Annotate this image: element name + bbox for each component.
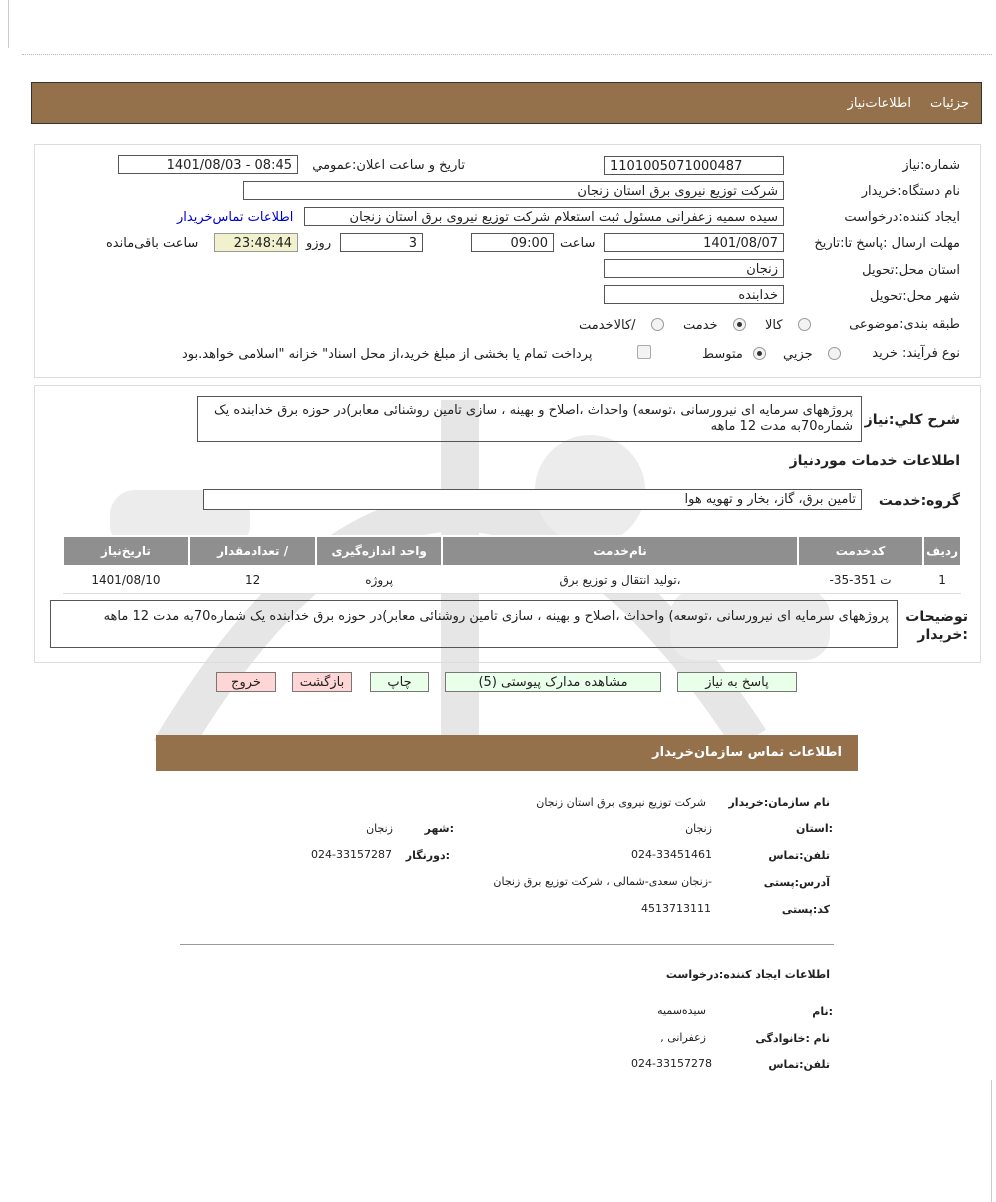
col-quantity: / تعدادمقدار: [189, 536, 317, 566]
deadline-time-field[interactable]: 09:00: [471, 233, 554, 252]
row-service-code: ت 351-35-: [798, 566, 923, 594]
summary-text-box: [197, 396, 862, 442]
process-medium-label: متوسط: [702, 347, 743, 362]
deadline-date-field[interactable]: 1401/08/07: [604, 233, 784, 252]
category-goods-radio[interactable]: [798, 318, 811, 331]
tab-details[interactable]: جزئیات: [930, 96, 969, 111]
category-label: طبقه بندی:موضوعی: [849, 317, 960, 332]
creator-label: ايجاد کننده:درخواست: [844, 210, 960, 225]
remaining-time-field: 23:48:44: [214, 233, 298, 252]
org-label: نام سازمان:خريدار: [728, 796, 830, 809]
services-table: [62, 535, 962, 594]
deadline-time-label: ساعت: [560, 236, 596, 251]
fax-label: :دورنگار: [405, 849, 450, 862]
services-table-header: [63, 536, 961, 566]
back-button[interactable]: بازگشت: [292, 672, 352, 692]
need-info-panel: [34, 144, 981, 378]
row-quantity: 12: [189, 566, 317, 594]
category-service-radio[interactable]: [733, 318, 746, 331]
contact-title: اطلاعات تماس سازمان‌خریدار: [652, 745, 842, 760]
province-contact-value: زنجان: [685, 822, 712, 835]
summary-text: پروژههای سرمایه ای نیرورسانی ،توسعه) واحداث ،اصلاح و بهینه ، سازی تامین روشنائی معابر)در حوزه برق خدابنده یک شماره70به مدت 12 ماهه: [214, 403, 853, 434]
row-need-date: 1401/08/10: [63, 566, 189, 594]
announce-label: تاریخ و ساعت اعلان:عمومي: [312, 158, 465, 173]
phone-label: تلفن:تماس: [768, 849, 830, 862]
process-medium-radio[interactable]: [753, 347, 766, 360]
col-row: رديف: [923, 536, 961, 566]
remaining-label: ساعت باقی‌مانده: [106, 236, 199, 251]
city-contact-value: زنجان: [366, 822, 393, 835]
treasury-payment-checkbox[interactable]: [637, 345, 651, 359]
creator-phone-label: تلفن:تماس: [768, 1058, 830, 1071]
col-service-name: نام‌خدمت: [442, 536, 798, 566]
print-button[interactable]: چاپ: [370, 672, 429, 692]
process-label: نوع فرآیند: خريد: [872, 346, 960, 361]
org-value: شرکت توزیع نیروی برق استان زنجان: [536, 796, 706, 809]
days-label: روزو: [306, 236, 332, 251]
buyer-notes-box: [50, 600, 898, 648]
contact-divider: [180, 944, 834, 945]
name-label: :نام: [812, 1005, 833, 1018]
row-unit: پروژه: [316, 566, 442, 594]
announce-datetime-field[interactable]: 1401/08/03 - 08:45: [118, 155, 298, 174]
fax-value: 024-33157287: [311, 848, 392, 861]
treasury-payment-label: پرداخت تمام یا بخشی از مبلغ خرید،از محل اسناد" خزانه "اسلامی خواهد.بود: [182, 347, 593, 362]
province-contact-label: :استان: [796, 822, 833, 835]
buyer-notes-text: پروژههای سرمایه ای نیرورسانی ،توسعه) واحداث ،اصلاح و بهینه ، سازی تامین روشنائی معابر)در حوزه برق خدابنده یک شماره70به مدت 12 ماهه: [103, 609, 889, 624]
summary-label: شرح کلي:نياز: [864, 412, 960, 428]
top-divider: [22, 54, 992, 55]
postal-label: کد:پستی: [781, 903, 830, 916]
postal-value: 4513713111: [641, 902, 711, 915]
name-value: سیده‌سمیه: [657, 1004, 706, 1017]
col-service-code: کدخدمت: [798, 536, 923, 566]
row-number: 1: [923, 566, 961, 594]
attachments-button[interactable]: مشاهده مدارک پيوستی (5): [445, 672, 661, 692]
buyer-field[interactable]: شرکت توزیع نیروی برق استان زنجان: [243, 181, 784, 200]
buyer-label: نام دستگاه:خريدار: [861, 184, 960, 199]
services-section-title: اطلاعات خدمات موردنياز: [789, 453, 960, 469]
address-label: آدرس:پستی: [763, 876, 830, 889]
city-contact-label: :شهر: [424, 822, 454, 835]
province-field[interactable]: زنجان: [604, 259, 784, 278]
creator-phone-value: 024-33157278: [631, 1057, 712, 1070]
buyer-notes-label: توضيحات :خريدار: [905, 609, 968, 643]
right-edge-line: [991, 1080, 992, 1202]
city-label: شهر محل:تحويل: [870, 289, 960, 304]
creator-info-title: اطلاعات ایجاد کننده:درخواست: [665, 968, 830, 981]
need-number-field[interactable]: 1101005071000487: [604, 156, 784, 175]
process-partial-label: جزيي: [783, 347, 813, 362]
creator-field[interactable]: سیده سمیه زعفرانی مسئول ثبت استعلام شرکت توزیع نیروی برق استان زنجان: [304, 207, 784, 226]
family-label: نام :خانوادگی: [755, 1032, 830, 1045]
left-edge-line: [8, 0, 9, 48]
phone-value: 024-33451461: [631, 848, 712, 861]
service-group-field[interactable]: تامین برق، گاز، بخار و تهویه هوا: [203, 489, 862, 510]
province-label: استان محل:تحويل: [862, 263, 960, 278]
deadline-label: مهلت ارسال :پاسخ تا:تاریخ: [814, 236, 960, 251]
col-unit: واحد اندازه‌گیری: [316, 536, 442, 566]
city-field[interactable]: خدابنده: [604, 285, 784, 304]
family-value: زعفرانی ,: [660, 1031, 706, 1044]
address-value: -زنجان سعدی-شمالی ، شرکت توزیع برق زنجان: [493, 875, 712, 888]
service-group-label: گروه:خدمت: [878, 493, 960, 509]
category-goods-label: کالا: [765, 318, 783, 333]
row-service-name: ،تولید انتقال و توزیع برق: [442, 566, 798, 594]
contact-header-bar: [156, 735, 858, 771]
tab-need-info[interactable]: اطلاعات‌نیاز: [847, 96, 911, 111]
exit-button[interactable]: خروج: [216, 672, 276, 692]
reply-button[interactable]: پاسخ به نياز: [677, 672, 797, 692]
need-number-label: شماره:نیاز: [902, 158, 960, 173]
category-both-radio[interactable]: [651, 318, 664, 331]
category-both-label: /کالاخدمت: [579, 318, 636, 333]
col-need-date: تاريخ‌نياز: [63, 536, 189, 566]
category-service-label: خدمت: [683, 318, 718, 333]
buyer-contact-link[interactable]: اطلاعات تماس‌خريدار: [177, 210, 294, 225]
process-partial-radio[interactable]: [828, 347, 841, 360]
table-row: [63, 566, 961, 594]
days-field[interactable]: 3: [340, 233, 423, 252]
header-bar: [31, 82, 982, 124]
